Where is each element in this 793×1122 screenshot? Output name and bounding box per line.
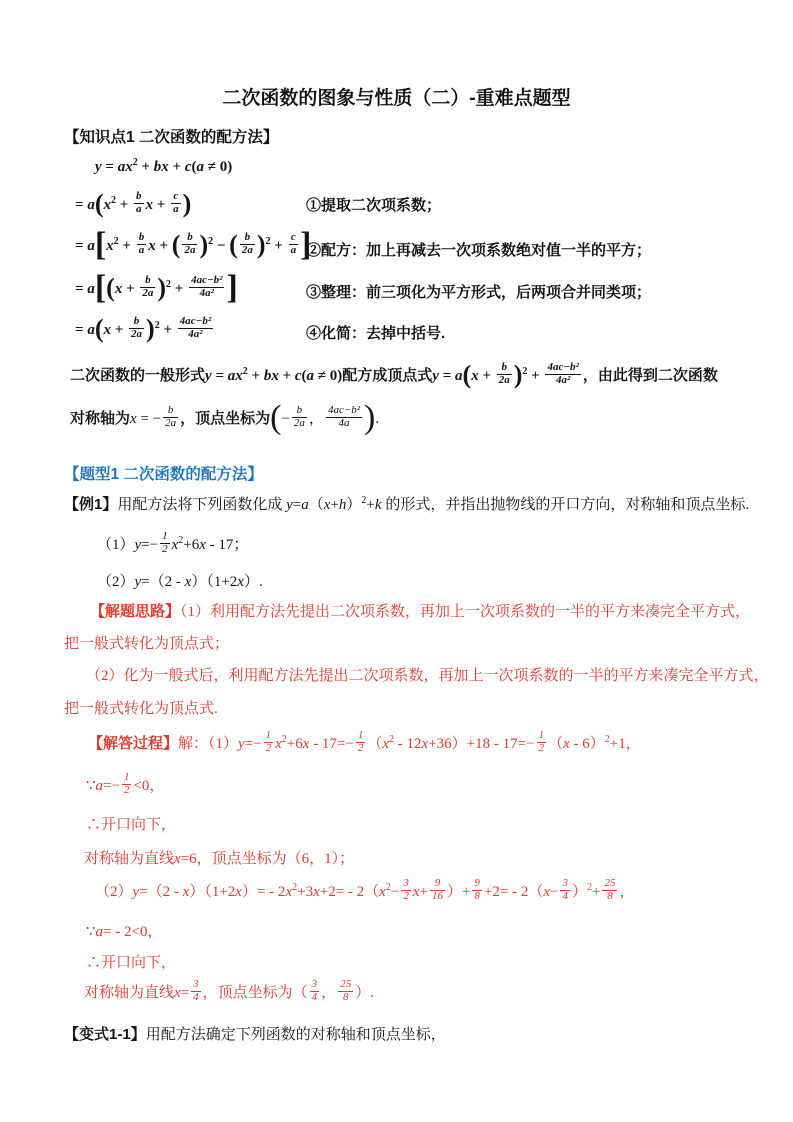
knowledge-point-heading: 【知识点1 二次函数的配方法】 [64,129,279,146]
analysis-line-4: 把一般式转化为顶点式. [64,701,218,717]
summary-line-2: 对称轴为x = − $\frac{b}{2a}$ ，顶点坐标为(− $\frac{b}{2a}$ ， $\frac{\text{4ac−b²}}{4a}$ ). [70,398,380,436]
example-intro: 【例1】用配方法将下列函数化成 $y=a(x+h)^2+k$ 的形式，并指出抛物线的开口方向，对称轴和顶点坐标. [64,495,750,513]
summary-line-1: 二次函数的一般形式$y = ax^2$ + bx + c(a ≠ 0)配方成顶点式y = a(x + $\frac{b}{2a}$ )$^2$ + $\frac{\text{4ac−b²}}{\text{4a²}}$ ，由此得到二次函数 [70,359,718,389]
solution-line-1: 【解答过程】解：（1）y=− $\frac{1}{2}$ $x^2+6x - 17=-$ $\frac{1}{2}$ $(x^2 - 12x+36)+18 - 17=-$ $\frac{1}{2}$ （x - 6）$^2$+1， [88,729,641,755]
variation-intro: 【变式1-1】用配方法确定下列函数的对称轴和顶点坐标， [64,1026,446,1043]
topic-heading: 【题型1 二次函数的配方法】 [64,466,263,483]
page-title: 二次函数的图象与性质（二）-重难点题型 [222,88,571,109]
solution-line-6: ∵a= - 2<0， [86,924,163,940]
formula-step-1: = $a(x^2$ + $\frac{b}{a}$ x + $\frac{c}{a}$ ) [75,188,192,218]
step-label-3: ③整理：前三项化为平方形式，后两项合并同类项； [306,284,652,301]
solution-line-3: ∴开口向下， [86,817,177,833]
solution-line-5: $(2)y=(2 - x)(1+2x)= - 2x^2+3x+2= - 2(x^2-$ $\frac{3}{2}$ x+ $\frac{9}{16}$ ）+ $\frac{9}{8}$ +2= - 2（x− $\frac{3}{4}$ ）$^2$+ $\frac{25}{8}$ ， [95,877,635,903]
formula-step-3: = a[(x + $\frac{b}{2a}$ )$^2$ + $\frac{\text{4ac−b²}}{\text{4a²}}$ ] [75,268,238,306]
solution-line-8: 对称轴为直线x= $\frac{3}{4}$ ，顶点坐标为（ $\frac{3}{4}$ ， $\frac{25}{8}$ ）. [84,978,374,1004]
solution-line-7: ∴开口向下， [86,955,177,971]
analysis-line-2: 把一般式转化为顶点式； [64,636,230,652]
solution-line-2: ∵a=− $\frac{1}{2}$ <0， [86,771,165,797]
example-question-2: （2）y=（2 - x）（1+2x）. [97,574,263,590]
solution-line-4: 对称轴为直线x=6，顶点坐标为（6，1）； [84,851,355,867]
formula-step-4: = a(x + $\frac{b}{2a}$ )$^2$ + $\frac{\text{4ac−b²}}{\text{4a²}}$ [75,313,212,343]
step-label-2: ②配方：加上再减去一次项系数绝对值一半的平方； [306,242,652,259]
formula-general-form: $y = ax^2$ + bx + c(a ≠ 0) [95,157,233,175]
example-question-1: （1）y=− $\frac{1}{2}$ $x^2+6x - 17$； [97,530,249,556]
analysis-line-1: 【解题思路】（1）利用配方法先提出二次项系数，再加上一次项系数的一半的平方来凑完全平方式， [90,603,751,620]
step-label-4: ④化简：去掉中括号. [306,325,446,342]
formula-step-2: = $a[x^2$ + $\frac{b}{a}$ x + ( $\frac{b}{2a}$ )$^2$ − ( $\frac{b}{2a}$ )$^2$ + $\frac{c}{a}$ ] [75,225,312,263]
analysis-line-3: （2）化为一般式后，利用配方法先提出二次项系数，再加上一次项系数的一半的平方来凑完全平方式， [86,668,769,684]
step-label-1: ①提取二次项系数； [306,197,442,214]
